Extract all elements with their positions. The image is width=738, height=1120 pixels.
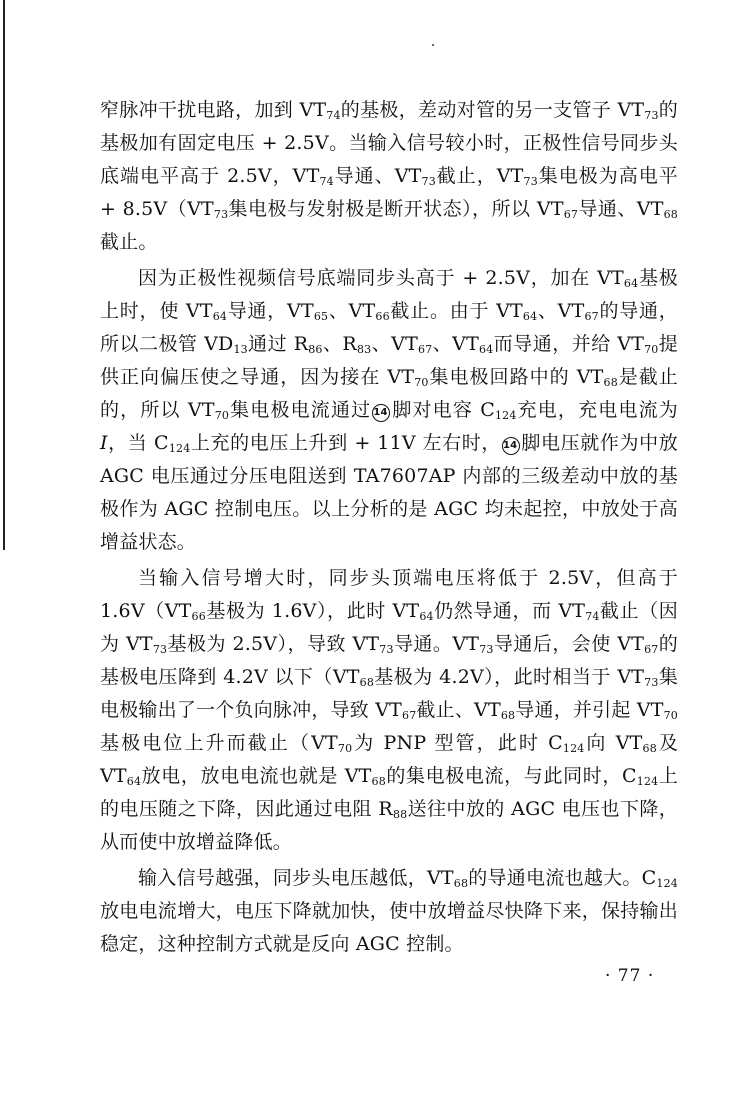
document-body — [100, 94, 678, 961]
paragraph-4: 输入信号越强，同步头电压越低，$VT_{68}$的导通电流也越大。$C_{124}$放电电流增大，电压下降就加快，使中放增益尽快降下来，保持输出稳定，这种控制方式就是反向 AGC 控制。 — [100, 867, 678, 955]
scan-speck — [432, 44, 434, 46]
paragraph-1: 窄脉冲干扰电路，加到 $VT_{74}$的基极，差动对管的另一支管子 $VT_{73}$的基极加有固定电压 + 2.5V。当输入信号较小时，正极性信号同步头底端电平高于 2.5V，$VT_{74}$导通、$VT_{73}$截止，$VT_{73}$集电极为高电平 + $8.5V(VT_{73}$集电极与发射极是断开状态），所以 $VT_{67}$导通、$VT_{68}$截止。 — [100, 99, 679, 253]
paragraph-2: 因为正极性视频信号底端同步头高于 + 2.5V，加在 $VT_{64}$基极上时，使 $VT_{64}$导通，$VT_{65}$、$VT_{66}$截止。由于 $VT_{64}$、$VT_{67}$的导通，所以二极管 $VD_{13}$通过 $R_{86}$、$R_{83}$、$VT_{67}$、$VT_{64}$而导通，并给 $VT_{70}$提供正向偏压使之导通，因为接在 $VT_{70}$集电极回路中的 $VT_{68}$是截止的，所以 $VT_{70}$集电极电流通过 14 脚对电容 $C_{124}$充电，充电电流为 I，当 $C_{124}$上充的电压上升到 + 11V 左右时， 14 脚电压就作为中放 AGC 电压通过分压电阻送到 TA7607AP 内部的三级差动中放的基极作为 AGC 控制电压。以上分析的是 AGC 均未起控，中放处于高增益状态。 — [100, 267, 678, 553]
page-number: · 77 · — [605, 966, 655, 986]
paragraph-3: 当输入信号增大时，同步头顶端电压将低于 2.5V，但高于 $1.6V(VT_{66}$基极为 1.6V），此时 $VT_{64}$仍然导通，而 $VT_{74}$截止（因为 $VT_{73}$基极为 2.5V），导致 $VT_{73}$导通。$VT_{73}$导通后，会使 $VT_{67}$的基极电压降到 4.2V 以下（$VT_{68}$基极为 4.2V），此时相当于 $VT_{73}$集电极输出了一个负向脉冲，导致 $VT_{67}$截止、$VT_{68}$导通，并引起 $VT_{70}$基极电位上升而截止（$VT_{70}$为 PNP 型管，此时 $C_{124}$向 $VT_{68}$及 $VT_{64}$放电，放电电流也就是 $VT_{68}$的集电极电流，与此同时，$C_{124}$上的电压随之下降，因此通过电阻 $R_{88}$送往中放的 AGC 电压也下降，从而使中放增益降低。 — [100, 567, 679, 853]
scan-edge-rule — [3, 0, 5, 550]
